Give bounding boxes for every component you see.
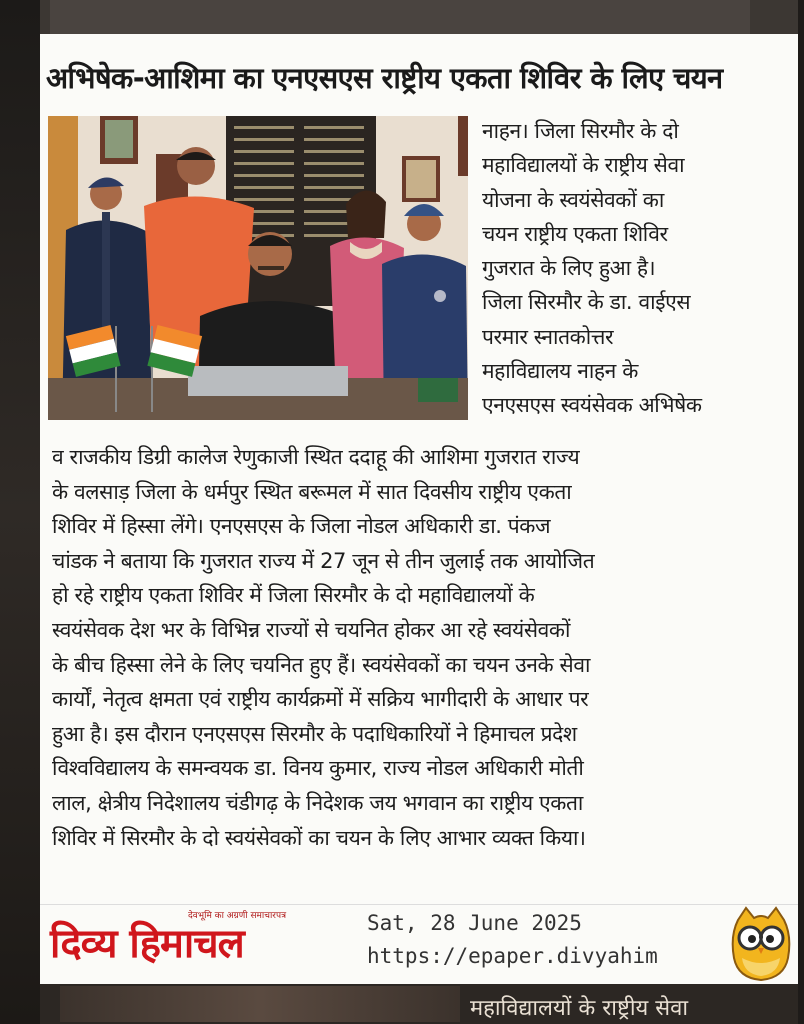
newspaper-logo: दिव्य हिमाचल (50, 920, 244, 967)
article-line: महाविद्यालय नाहन के (482, 359, 638, 384)
article-line: चांडक ने बताया कि गुजरात राज्य में 27 जून से तीन जुलाई तक आयोजित (52, 548, 595, 573)
background-left-edge (0, 0, 40, 1024)
article-line: नाहन। जिला सिरमौर के दो (482, 119, 679, 143)
article-body-full (52, 440, 794, 855)
background-bottom-text: महाविद्यालयों के राष्ट्रीय सेवा (470, 996, 689, 1021)
background-right-edge (798, 0, 804, 1024)
article-line: स्वयंसेवक देश भर के विभिन्न राज्यों से चयनित होकर आ रहे स्वयंसेवकों (52, 617, 571, 642)
headline: अभिषेक-आशिमा का एनएसएस राष्ट्रीय एकता शिविर के लिए चयन (46, 61, 723, 95)
epaper-url-link[interactable]: https://epaper.divyahim (367, 944, 658, 968)
background-bottom-photo (60, 986, 460, 1022)
article-line: के बीच हिस्सा लेने के लिए चयनित हुए हैं। स्वयंसेवकों का चयन उनके सेवा (52, 652, 591, 677)
article-line: योजना के स्वयंसेवकों का (482, 187, 664, 212)
background-top-strip (50, 0, 750, 34)
article-line: शिविर में सिरमौर के दो स्वयंसेवकों का चयन के लिए आभार व्यक्त किया। (52, 825, 586, 850)
article-line: के वलसाड़ जिला के धर्मपुर स्थित बरूमल में सात दिवसीय राष्ट्रीय एकता (52, 479, 572, 504)
article-line: परमार स्नातकोत्तर (482, 324, 614, 349)
article-line: जिला सिरमौर के डा. वाईएस (482, 290, 691, 315)
article-line: हुआ है। इस दौरान एनएसएस सिरमौर के पदाधिकारियों ने हिमाचल प्रदेश (52, 721, 577, 746)
article-line: गुजरात के लिए हुआ है। (482, 256, 656, 281)
newspaper-masthead[interactable] (48, 908, 348, 978)
article-line: महाविद्यालयों के राष्ट्रीय सेवा (482, 153, 685, 178)
article-line: एनएसएस स्वयंसेवक अभिषेक (482, 393, 702, 418)
article-line: विश्वविद्यालय के समन्वयक डा. विनय कुमार, राज्य नोडल अधिकारी मोती (52, 756, 584, 781)
news-clipping[interactable] (40, 34, 798, 984)
article-line: व राजकीय डिग्री कालेज रेणुकाजी स्थित ददाहू की आशिमा गुजरात राज्य (52, 445, 580, 469)
news-photo[interactable] (48, 116, 468, 420)
article-line: लाल, क्षेत्रीय निदेशालय चंडीगढ़ के निदेशक जय भगवान का राष्ट्रीय एकता (52, 790, 583, 815)
masthead-tagline: देवभूमि का अग्रणी समाचारपत्र (188, 911, 287, 921)
photo-illustration (48, 116, 468, 420)
edition-date: Sat, 28 June 2025 (367, 911, 582, 935)
article-body-column (482, 114, 794, 423)
owl-mascot-icon (728, 906, 794, 982)
article-line: शिविर में हिस्सा लेंगे। एनएसएस के जिला नोडल अधिकारी डा. पंकज (52, 514, 551, 539)
article-line: कार्यों, नेतृत्व क्षमता एवं राष्ट्रीय कार्यक्रमों में सक्रिय भागीदारी के आधार पर (52, 687, 589, 712)
footer-divider (40, 904, 798, 905)
article-line: चयन राष्ट्रीय एकता शिविर (482, 221, 668, 246)
article-line: हो रहे राष्ट्रीय एकता शिविर में जिला सिरमौर के दो महाविद्यालयों के (52, 583, 535, 608)
